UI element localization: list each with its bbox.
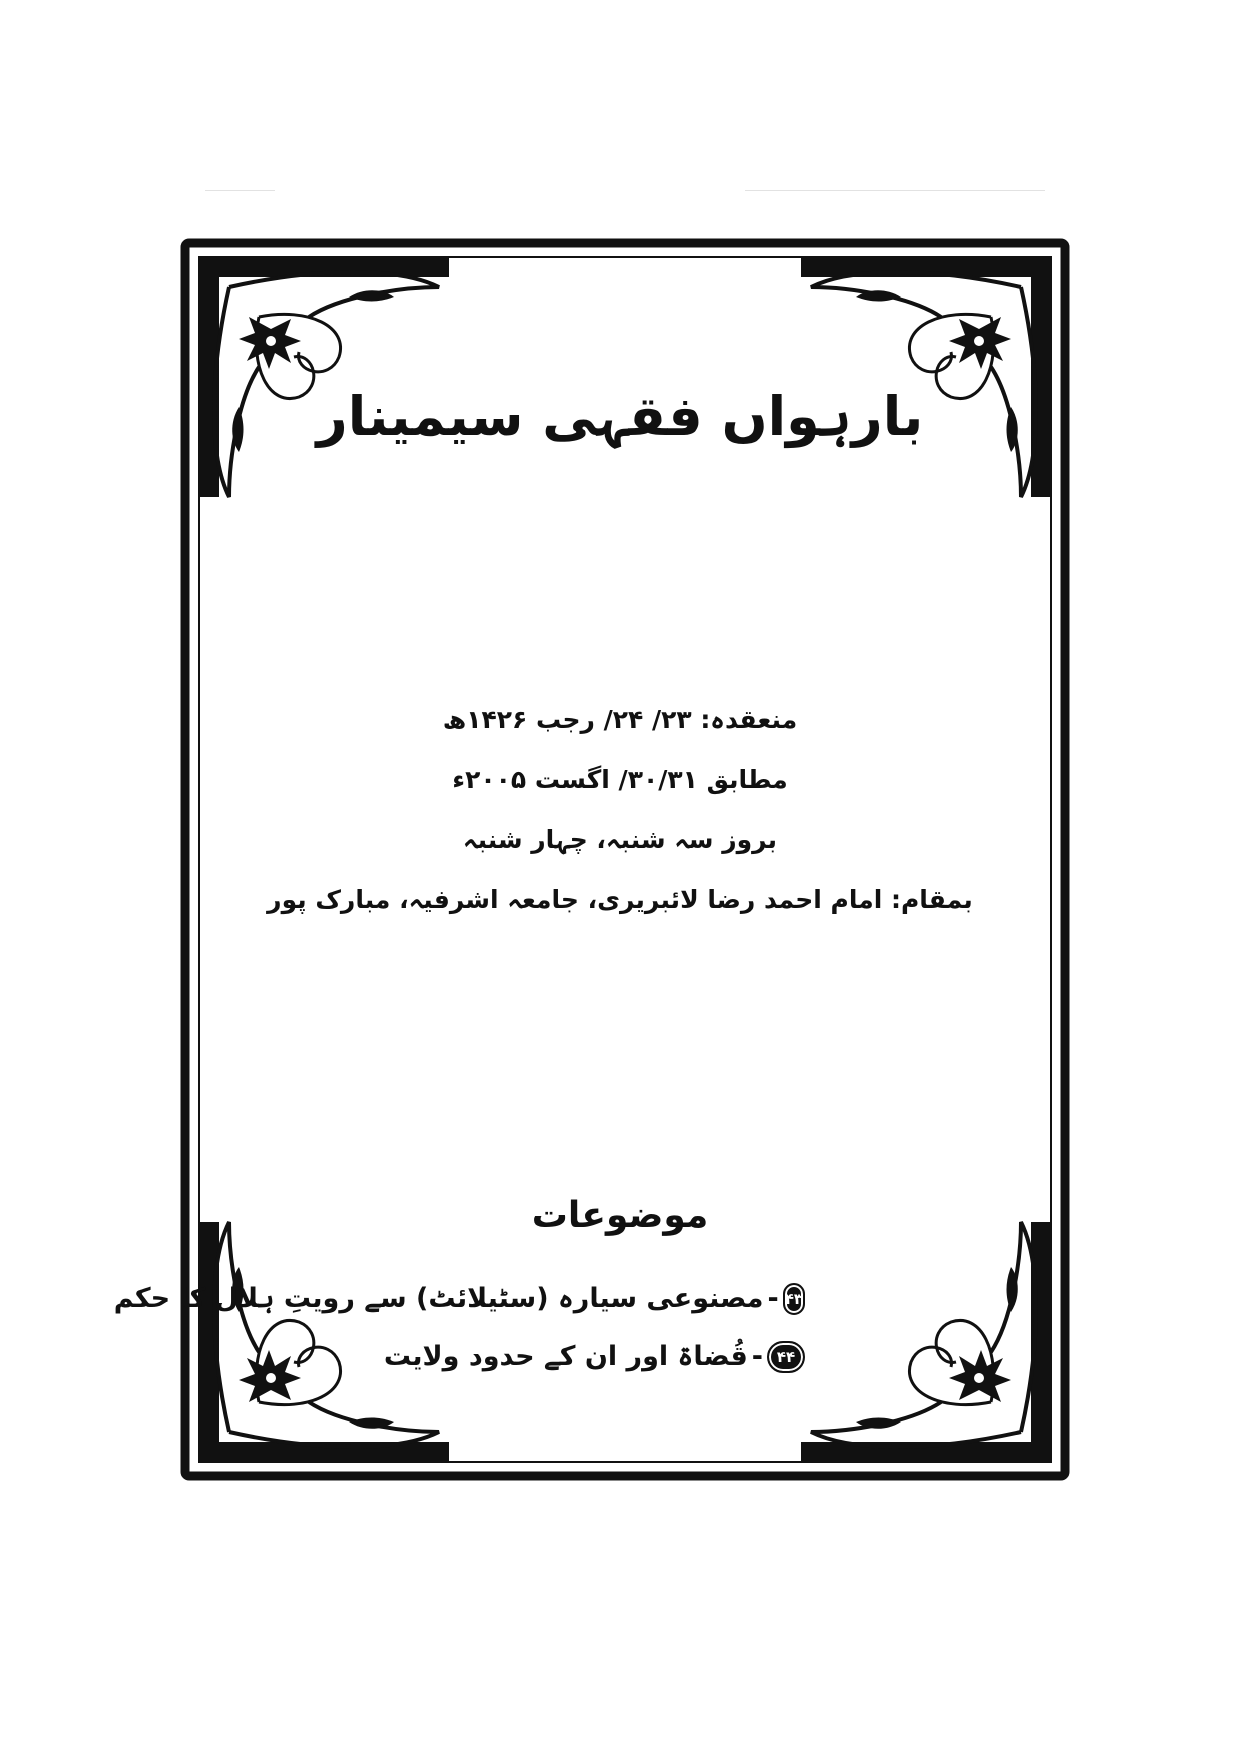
topics-list bbox=[113, 1270, 805, 1386]
gregorian-date: مطابق ۳۰/۳۱/ اگست ۲۰۰۵ء bbox=[452, 765, 788, 794]
seminar-details bbox=[260, 690, 980, 930]
corner-ornament-bottom-right bbox=[811, 1222, 1036, 1447]
held-on-date: منعقدہ: ۲۳/ ۲۴/ رجب ۱۴۲۶ھ bbox=[442, 705, 798, 734]
topic-item bbox=[113, 1270, 805, 1328]
page-title: بارہواں فقہی سیمینار bbox=[316, 385, 924, 448]
topic-number-badge: ۴۳ bbox=[783, 1283, 805, 1315]
topics-heading: موضوعات bbox=[531, 1195, 709, 1236]
topic-number-badge: ۴۴ bbox=[767, 1341, 805, 1373]
topic-dash: - bbox=[767, 1283, 779, 1314]
topic-text: قُضاۃ اور ان کے حدود ولایت bbox=[383, 1341, 748, 1372]
venue: بمقام: امام احمد رضا لائبریری، جامعہ اشرفیہ، مبارک پور bbox=[267, 885, 973, 914]
weekdays: بروز سہ شنبہ، چہار شنبہ bbox=[462, 825, 778, 854]
topic-text: مصنوعی سیارہ (سٹیلائٹ) سے رویتِ ہلال کا حکم bbox=[113, 1283, 764, 1314]
topic-item bbox=[285, 1328, 805, 1386]
topic-dash: - bbox=[751, 1341, 763, 1372]
